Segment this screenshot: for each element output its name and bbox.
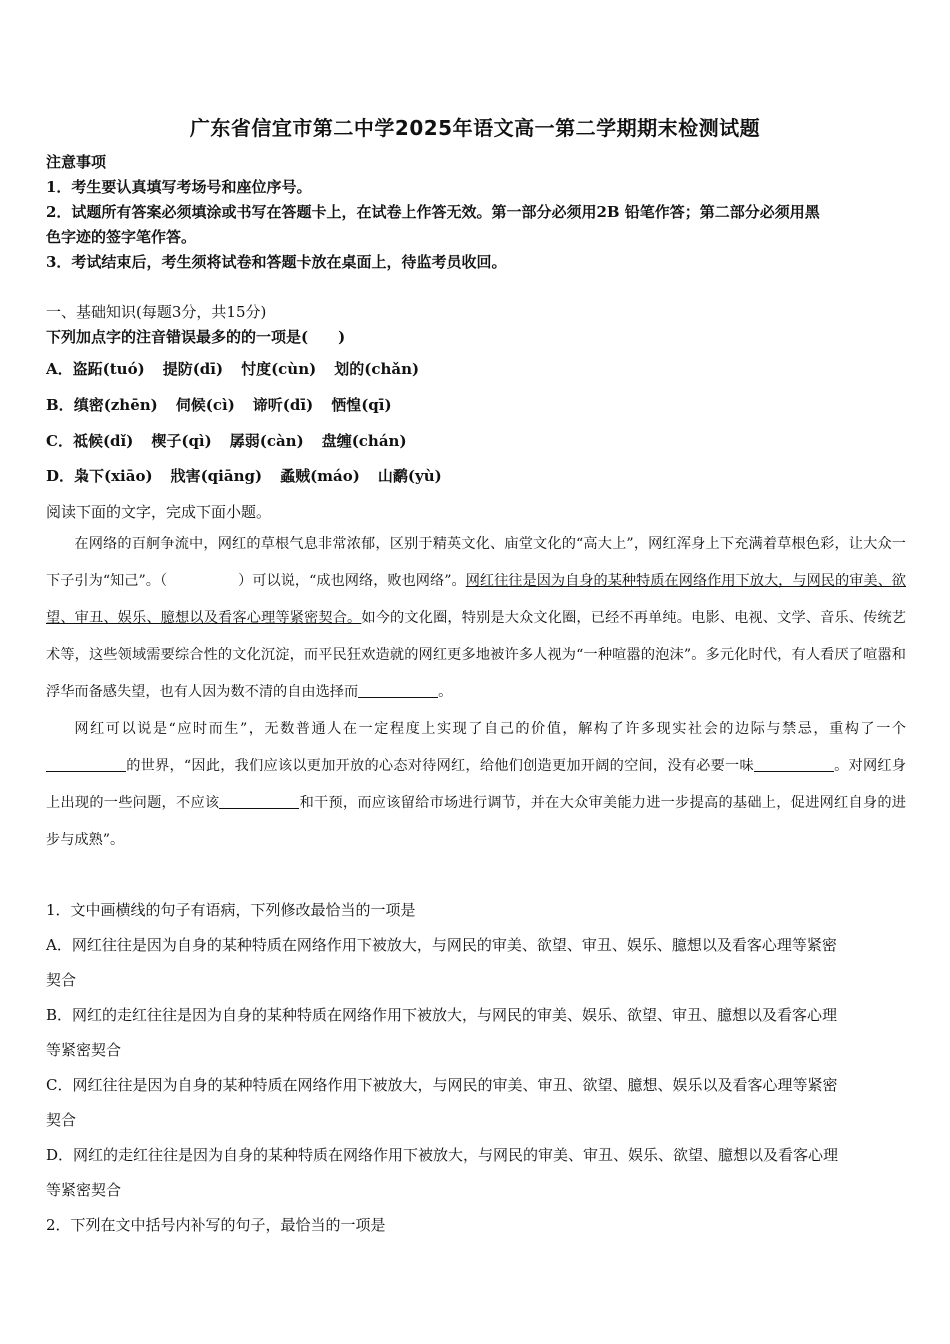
answer-option: A．网红往往是因为自身的某种特质在网络作用下被放大，与网民的审美、欲望、审丑、娱乐、臆想以及看客心理等紧密 (46, 936, 837, 954)
option-c (46, 431, 425, 451)
fill-blank (358, 683, 438, 698)
answer-option-cont: 等紧密契合 (46, 1181, 122, 1199)
option-b (46, 395, 410, 415)
option-word: 缜密(zhēn) (73, 396, 158, 414)
passage-text: 。 (438, 684, 453, 700)
passage-text: 和干预，而应该留给市场进行调节，并在大众审美能力进一步提高的基础上，促进网红自身的进步与成熟”。 (46, 795, 906, 848)
fill-blank (754, 757, 834, 772)
question-stem: 2．下列在文中括号内补写的句子，最恰当的一项是 (46, 1216, 386, 1234)
reading-passage (46, 526, 906, 859)
passage-text: 如今的文化圈，特别是大众文化圈，已经不再单纯。电影、电视、文学、音乐、传统艺术等，这些领域需要综合性的文化沉淀，而平民狂欢造就的网红更多地被许多人视为“一种喧嚣的泡沫”。多元化时代，有人看厌了喧嚣和浮华而备感失望，也有人因为数不清的自由选择而 (46, 610, 906, 700)
option-word: 提防(dī) (162, 360, 224, 378)
option-word: 伺候(cì) (175, 396, 235, 414)
option-word: 划的(chǎn) (334, 360, 420, 378)
question-stem: 1．文中画横线的句子有语病，下列修改最恰当的一项是 (46, 901, 416, 919)
notice-item: 3．考试结束后，考生须将试卷和答题卡放在桌面上，待监考员收回。 (46, 253, 507, 271)
passage-text: 。对网红身上出现的一些问题，不应该 (46, 758, 906, 811)
option-letter: C． (46, 432, 73, 450)
option-word: 山鹬(yù) (377, 467, 442, 485)
option-letter: B． (46, 396, 74, 414)
page-title: 广东省信宜市第二中学2025年语文高一第二学期期末检测试题 (189, 116, 761, 140)
option-word: 忖度(cùn) (241, 360, 317, 378)
passage-text: 在网络的百舸争流中，网红的草根气息非常浓郁，区别于精英文化、庙堂文化的“高大上”，网红浑身上下充满着草根色彩，让大众一下子引为“知己”。（ ）可以说，“成也网络，败也网络”。 (46, 536, 906, 589)
option-word: 盗跖(tuó) (72, 360, 145, 378)
underlined-sentence: 网红往往是因为自身的某种特质在网络作用下放大，与网民的审美、欲望、审丑、娱乐、臆想以及看客心理等紧密契合。 (46, 573, 906, 626)
question-stem: 下列加点字的注音错误最多的的一项是( ) (46, 328, 346, 346)
notice-item: 色字迹的签字笔作答。 (46, 228, 197, 246)
notice-item: 1．考生要认真填写考场号和座位序号。 (46, 178, 312, 196)
option-word: 枭下(xiāo) (74, 467, 153, 485)
option-word: 谛听(dī) (252, 396, 314, 414)
passage-text: 的世界，“因此，我们应该以更加开放的心态对待网红，给他们创造更加开阔的空间，没有必要一味 (126, 758, 754, 774)
answer-option: C．网红往往是因为自身的某种特质在网络作用下被放大，与网民的审美、审丑、欲望、臆想、娱乐以及看客心理等紧密 (46, 1076, 838, 1094)
reading-intro: 阅读下面的文字，完成下面小题。 (46, 503, 272, 521)
option-word: 楔子(qì) (151, 432, 212, 450)
option-a (46, 359, 437, 379)
answer-option: D．网红的走红往往是因为自身的某种特质在网络作用下被放大，与网民的审美、审丑、娱乐、欲望、臆想以及看客心理 (46, 1146, 839, 1164)
option-word: 蟊贼(máo) (280, 467, 360, 485)
option-d (46, 466, 460, 486)
option-letter: D． (46, 467, 75, 485)
section-heading: 一、基础知识(每题3分，共15分) (46, 303, 267, 321)
notice-item: 2．试题所有答案必须填涂或书写在答题卡上，在试卷上作答无效。第一部分必须用2B 铅笔作答；第二部分必须用黑 (46, 203, 820, 221)
option-word: 祗候(dǐ) (72, 432, 134, 450)
answer-option-cont: 契合 (46, 971, 77, 989)
option-word: 恓惶(qī) (331, 396, 392, 414)
option-word: 盘缠(chán) (321, 432, 407, 450)
passage-paragraph (46, 711, 906, 859)
answer-option-cont: 等紧密契合 (46, 1041, 122, 1059)
passage-text: 网红可以说是“应时而生”，无数普通人在一定程度上实现了自己的价值，解构了许多现实社会的边际与禁忌，重构了一个 (74, 721, 906, 737)
fill-blank (219, 794, 299, 809)
notice-heading: 注意事项 (46, 153, 107, 171)
question-1 (46, 893, 906, 1243)
option-letter: A． (46, 360, 73, 378)
passage-paragraph (46, 526, 906, 711)
answer-option: B．网红的走红往往是因为自身的某种特质在网络作用下被放大，与网民的审美、娱乐、欲望、审丑、臆想以及看客心理 (46, 1006, 838, 1024)
fill-blank (46, 757, 126, 772)
option-word: 戕害(qiāng) (170, 467, 263, 485)
option-word: 孱弱(càn) (229, 432, 304, 450)
answer-option-cont: 契合 (46, 1111, 77, 1129)
